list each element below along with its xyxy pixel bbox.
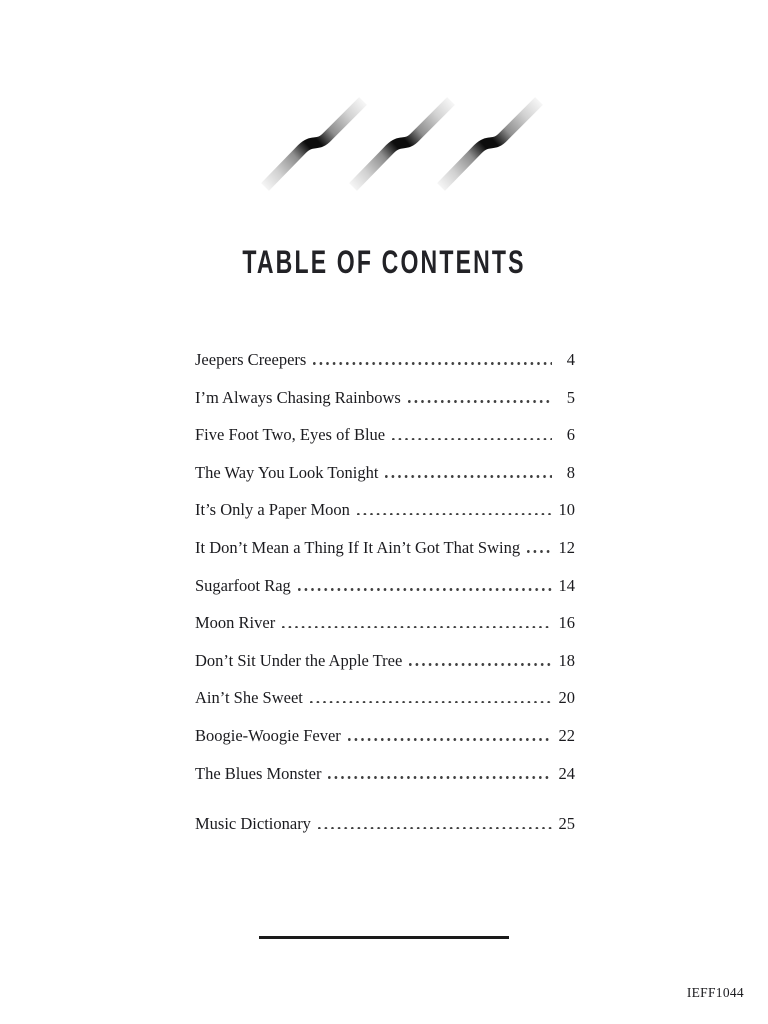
toc-entry-page: 10	[558, 500, 575, 520]
dot-leader	[409, 663, 552, 666]
toc-entry	[195, 491, 575, 529]
toc-entry-music-dictionary	[195, 805, 575, 843]
dot-leader	[282, 626, 552, 629]
toc-entry-title: Sugarfoot Rag	[195, 575, 291, 595]
toc-entry-title: I’m Always Chasing Rainbows	[195, 387, 401, 407]
ribbon-stripe	[441, 101, 539, 187]
toc-entry-title: Boogie-Woogie Fever	[195, 725, 341, 745]
catalog-number: IEFF1044	[686, 985, 744, 1000]
toc-entry-title: The Way You Look Tonight	[195, 462, 379, 482]
toc-entry-title: Don’t Sit Under the Apple Tree	[195, 650, 403, 670]
toc-entry	[195, 755, 575, 793]
dot-leader	[318, 827, 552, 830]
toc-entry	[195, 341, 575, 379]
bottom-divider-rule	[259, 936, 509, 939]
toc-entry-title: The Blues Monster	[195, 763, 322, 783]
toc-entry-page: 4	[566, 350, 575, 369]
toc-entry-title: It Don’t Mean a Thing If It Ain’t Got That Swing	[195, 537, 521, 557]
toc-entry-page: 25	[558, 814, 575, 834]
toc-entry	[195, 567, 575, 605]
toc-entry	[195, 416, 575, 454]
toc-entry-page: 6	[566, 425, 575, 445]
dot-leader	[408, 400, 552, 403]
toc-entry-title: Jeepers Creepers	[195, 350, 307, 369]
dot-leader	[392, 438, 552, 441]
toc-entry-page: 20	[558, 688, 575, 708]
toc-entry	[195, 717, 575, 755]
toc-entry-page: 24	[558, 763, 575, 783]
dot-leader	[385, 475, 552, 478]
toc-entry-title: It’s Only a Paper Moon	[195, 500, 350, 520]
ribbon-stripe	[265, 101, 363, 187]
toc-entry-title: Ain’t She Sweet	[195, 688, 303, 708]
page-title: TABLE OF CONTENTS	[242, 244, 526, 280]
toc-entry-title: Five Foot Two, Eyes of Blue	[195, 425, 386, 445]
toc-entry-page: 5	[566, 387, 575, 407]
toc-entry	[195, 642, 575, 680]
toc-entry-page: 22	[558, 725, 575, 745]
dot-leader	[328, 776, 552, 779]
dot-leader	[298, 588, 552, 591]
toc-entry	[195, 604, 575, 642]
toc-entry-page: 8	[566, 462, 575, 482]
toc-list	[195, 341, 575, 843]
triple-ribbon-swoosh-logo	[259, 97, 547, 193]
toc-entry-title: Music Dictionary	[195, 814, 311, 834]
dot-leader	[313, 362, 552, 365]
toc-entry	[195, 379, 575, 417]
toc-entry-title: Moon River	[195, 613, 276, 633]
toc-entry	[195, 529, 575, 567]
dot-leader	[357, 513, 552, 516]
toc-entry-page: 18	[558, 650, 575, 670]
toc-entry-page: 16	[558, 613, 575, 633]
ribbon-stripe	[353, 101, 451, 187]
toc-entry-page: 12	[558, 537, 575, 557]
toc-entry-page: 14	[558, 575, 575, 595]
dot-leader	[348, 738, 552, 741]
dot-leader	[527, 550, 552, 553]
toc-entry	[195, 454, 575, 492]
dot-leader	[310, 701, 552, 704]
toc-entry	[195, 679, 575, 717]
